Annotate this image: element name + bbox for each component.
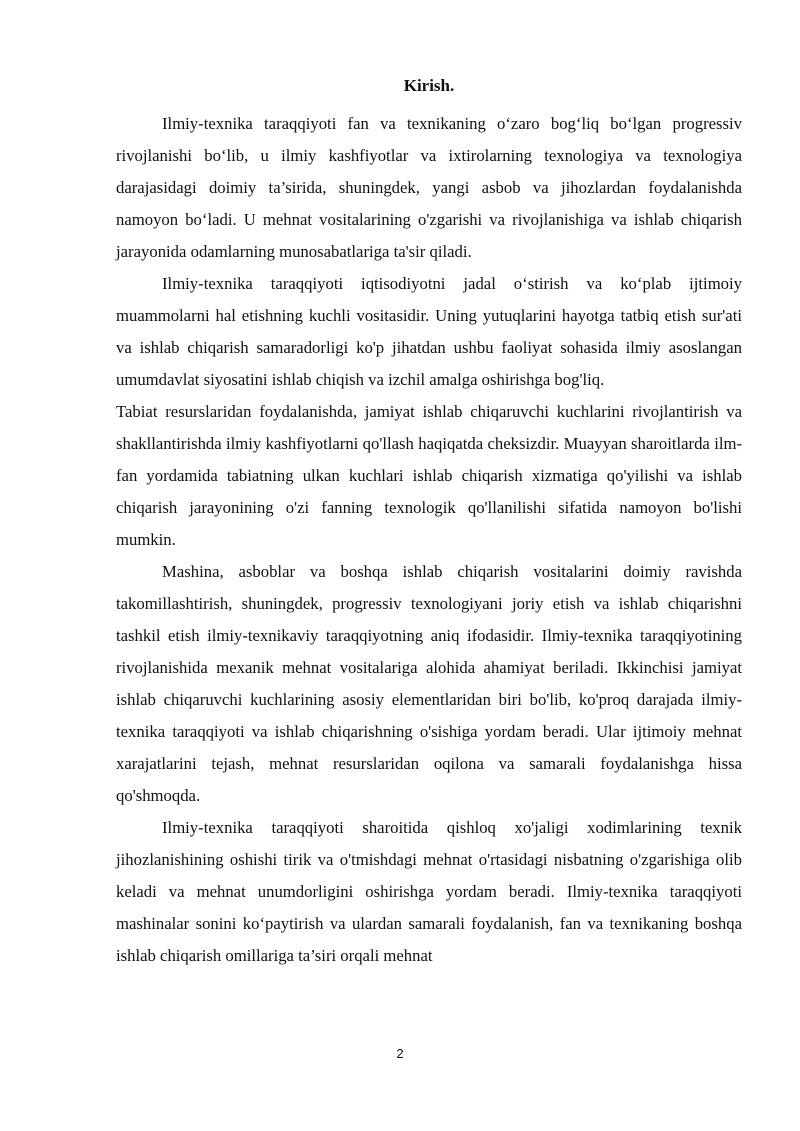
page-number: 2 xyxy=(396,1046,404,1061)
document-title: Kirish. xyxy=(403,76,455,95)
paragraph-2: Ilmiy-texnika taraqqiyoti iqtisodiyotni jadal o‘stirish va ko‘plab ijtimoiy muammolarni hal etishning kuchli vositasidir. Uning yutuqlarini hayotga tatbiq etish sur'ati va ishlab chiqarish samaradorligi ko'p jihatdan ushbu faoliyat sohasida ilmiy asoslangan umumdavlat siyosatini ishlab chiqish va izchil amalga oshirishga bog'liq. xyxy=(116,274,742,389)
document-page xyxy=(116,76,742,972)
paragraph-5: Ilmiy-texnika taraqqiyoti sharoitida qishloq xo'jaligi xodimlarining texnik jihozlanishining oshishi tirik va o'tmishdagi mehnat o'rtasidagi nisbatning o'zgarishiga olib keladi va mehnat unumdorligini oshirishga yordam beradi. Ilmiy-texnika taraqqiyoti mashinalar sonini ko‘paytirish va ulardan samarali foydalanish, fan va texnikaning boshqa ishlab chiqarish omillariga ta’siri orqali mehnat xyxy=(116,818,742,965)
paragraph-1: Ilmiy-texnika taraqqiyoti fan va texnikaning o‘zaro bog‘liq bo‘lgan progressiv rivojlanishi bo‘lib, u ilmiy kashfiyotlar va ixtirolarning texnologiya va texnologiya darajasidagi doimiy ta’sirida, shuningdek, yangi asbob va jihozlardan foydalanishda namoyon bo‘ladi. U mehnat vositalarining o'zgarishi va rivojlanishiga va ishlab chiqarish jarayonida odamlarning munosabatlariga ta'sir qiladi. xyxy=(116,114,742,261)
paragraph-3: Tabiat resurslaridan foydalanishda, jamiyat ishlab chiqaruvchi kuchlarini rivojlantirish va shakllantirishda ilmiy kashfiyotlarni qo'llash haqiqatda cheksizdir. Muayyan sharoitlarda ilm-fan yordamida tabiatning ulkan kuchlari ishlab chiqarish xizmatiga qo'yilishi va ishlab chiqarish jarayonining o'zi fanning texnologik qo'llanilishi sifatida namoyon bo'lishi mumkin. xyxy=(116,402,742,549)
paragraph-4: Mashina, asboblar va boshqa ishlab chiqarish vositalarini doimiy ravishda takomillashtirish, shuningdek, progressiv texnologiyani joriy etish va ishlab chiqarishni tashkil etish ilmiy-texnikaviy taraqqiyotning aniq ifodasidir. Ilmiy-texnika taraqqiyotining rivojlanishida mexanik mehnat vositalariga alohida ahamiyat beriladi. Ikkinchisi jamiyat ishlab chiqaruvchi kuchlarining asosiy elementlaridan biri bo'lib, ko'proq darajada ilmiy-texnika taraqqiyoti va ishlab chiqarishning o'sishiga yordam beradi. Ular ijtimoiy mehnat xarajatlarini tejash, mehnat resurslaridan oqilona va samarali foydalanishga hissa qo'shmoqda. xyxy=(116,562,742,805)
